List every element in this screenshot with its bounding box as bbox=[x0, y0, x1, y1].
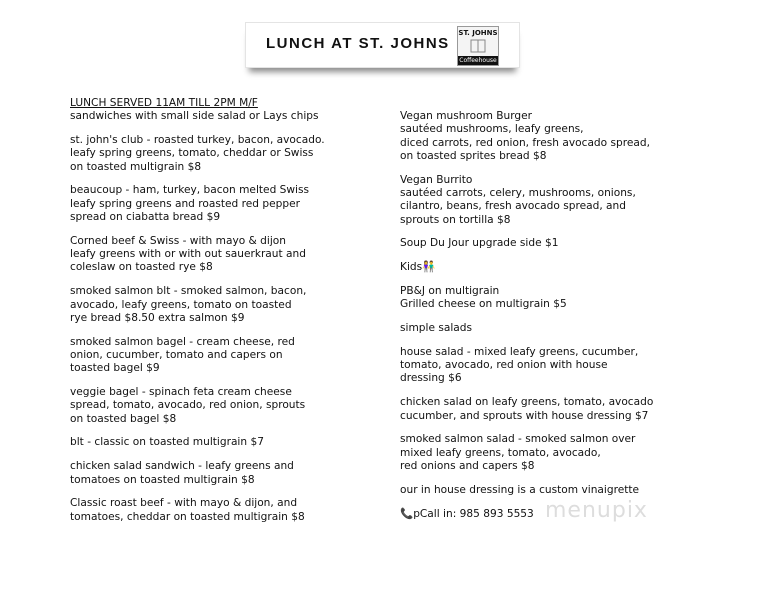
menu-item-line: dressing $6 bbox=[400, 372, 462, 385]
menu-item bbox=[400, 237, 720, 250]
menu-item-title: Kids👫 bbox=[400, 261, 436, 274]
menu-item-title: chicken salad sandwich - leafy greens and bbox=[70, 460, 294, 473]
menu-item-line: diced carrots, red onion, fresh avocado spread, bbox=[400, 136, 650, 149]
menu-item-title: Vegan Burrito bbox=[400, 173, 473, 186]
menu-item-title: veggie bagel - spinach feta cream cheese bbox=[70, 386, 292, 399]
menu-item-title: st. john's club - roasted turkey, bacon, avocado. bbox=[70, 134, 325, 147]
menu-item-title: house salad - mixed leafy greens, cucumber, bbox=[400, 345, 639, 358]
menu-item bbox=[70, 336, 390, 376]
menu-item-line: spread, tomato, avocado, red onion, sprouts bbox=[70, 399, 306, 412]
menu-item bbox=[400, 261, 720, 274]
menu-item-title: beaucoup - ham, turkey, bacon melted Swiss bbox=[70, 184, 310, 197]
menu-item bbox=[400, 484, 720, 497]
menu-item bbox=[70, 235, 390, 275]
menu-item-title: smoked salmon bagel - cream cheese, red bbox=[70, 335, 295, 348]
menu-item-line: coleslaw on toasted rye $8 bbox=[70, 261, 213, 274]
menu-item-line: cilantro, beans, fresh avocado spread, and bbox=[400, 200, 626, 213]
menu-item-title: LUNCH SERVED 11AM TILL 2PM M/F bbox=[70, 97, 258, 109]
menu-item bbox=[70, 460, 390, 487]
page-title: LUNCH AT ST. JOHNS bbox=[266, 35, 450, 52]
menu-item-line: red onions and capers $8 bbox=[400, 459, 535, 472]
menu-item-line: toasted bagel $9 bbox=[70, 362, 160, 375]
menu-item-title: Soup Du Jour upgrade side $1 bbox=[400, 237, 559, 250]
menu-item bbox=[70, 184, 390, 224]
menu-item-line: sandwiches with small side salad or Lays chips bbox=[70, 110, 319, 123]
menu-item-line: leafy spring greens and roasted red pepper bbox=[70, 197, 300, 210]
menu-item-line: spread on ciabatta bread $9 bbox=[70, 211, 221, 224]
menu-item-line: avocado, leafy greens, tomato on toasted bbox=[70, 298, 292, 311]
menu-item-title: smoked salmon blt - smoked salmon, bacon, bbox=[70, 285, 307, 298]
menu-left-column bbox=[70, 97, 390, 534]
menu-item bbox=[70, 285, 390, 325]
menu-item-line: rye bread $8.50 extra salmon $9 bbox=[70, 311, 245, 324]
menu-item-title: smoked salmon salad - smoked salmon over bbox=[400, 433, 636, 446]
menu-item-line: on toasted bagel $8 bbox=[70, 412, 177, 425]
menu-item-line: tomatoes on toasted multigrain $8 bbox=[70, 473, 255, 486]
logo-text: ST. JOHNS bbox=[458, 29, 498, 37]
menu-item-line: leafy spring greens, tomato, cheddar or Swiss bbox=[70, 147, 314, 160]
title-banner bbox=[245, 22, 520, 68]
menu-item bbox=[70, 97, 390, 124]
menu-item-line: tomatoes, cheddar on toasted multigrain $8 bbox=[70, 510, 305, 523]
menu-item-title: Corned beef & Swiss - with mayo & dijon bbox=[70, 234, 286, 247]
menu-item-line: Grilled cheese on multigrain $5 bbox=[400, 298, 567, 311]
menu-item-title: PB&J on multigrain bbox=[400, 284, 500, 297]
menu-item-title: blt - classic on toasted multigrain $7 bbox=[70, 436, 264, 449]
menu-item-line: on toasted sprites bread $8 bbox=[400, 149, 547, 162]
menu-item bbox=[70, 386, 390, 426]
menu-item-title: Classic roast beef - with mayo & dijon, and bbox=[70, 497, 298, 510]
menu-item-title: 📞pCall in: 985 893 5553 bbox=[400, 507, 534, 520]
menu-item-line: sautéed carrots, celery, mushrooms, onions, bbox=[400, 186, 636, 199]
menu-item-line: mixed leafy greens, tomato, avocado, bbox=[400, 446, 601, 459]
watermark: menupix bbox=[545, 498, 648, 523]
menu-item bbox=[70, 134, 390, 174]
logo-subtext: Coffeehouse bbox=[459, 57, 497, 64]
menu-item-line: onion, cucumber, tomato and capers on bbox=[70, 348, 283, 361]
menu-item-title: simple salads bbox=[400, 322, 473, 335]
menu-item-title: chicken salad on leafy greens, tomato, avocado bbox=[400, 396, 654, 409]
menu-item bbox=[400, 174, 720, 227]
menu-item bbox=[70, 436, 390, 449]
menu-item-line: tomato, avocado, red onion with house bbox=[400, 359, 608, 372]
menu-item-line: leafy greens with or with out sauerkraut and bbox=[70, 248, 306, 261]
menu-item bbox=[400, 322, 720, 335]
st-johns-logo bbox=[457, 26, 499, 66]
menu-item bbox=[400, 285, 720, 312]
menu-right-column bbox=[400, 110, 720, 531]
menu-item bbox=[400, 396, 720, 423]
menu-item-line: sprouts on tortilla $8 bbox=[400, 213, 511, 226]
menu-item-line: cucumber, and sprouts with house dressing $7 bbox=[400, 409, 649, 422]
menu-item bbox=[70, 497, 390, 524]
menu-item-title: our in house dressing is a custom vinaigrette bbox=[400, 483, 640, 496]
menu-item-line: sautéed mushrooms, leafy greens, bbox=[400, 123, 584, 136]
menu-item bbox=[400, 346, 720, 386]
menu-item bbox=[400, 433, 720, 473]
menu-item-title: Vegan mushroom Burger bbox=[400, 110, 533, 122]
menu-item-line: on toasted multigrain $8 bbox=[70, 160, 202, 173]
menu-item bbox=[400, 110, 720, 163]
